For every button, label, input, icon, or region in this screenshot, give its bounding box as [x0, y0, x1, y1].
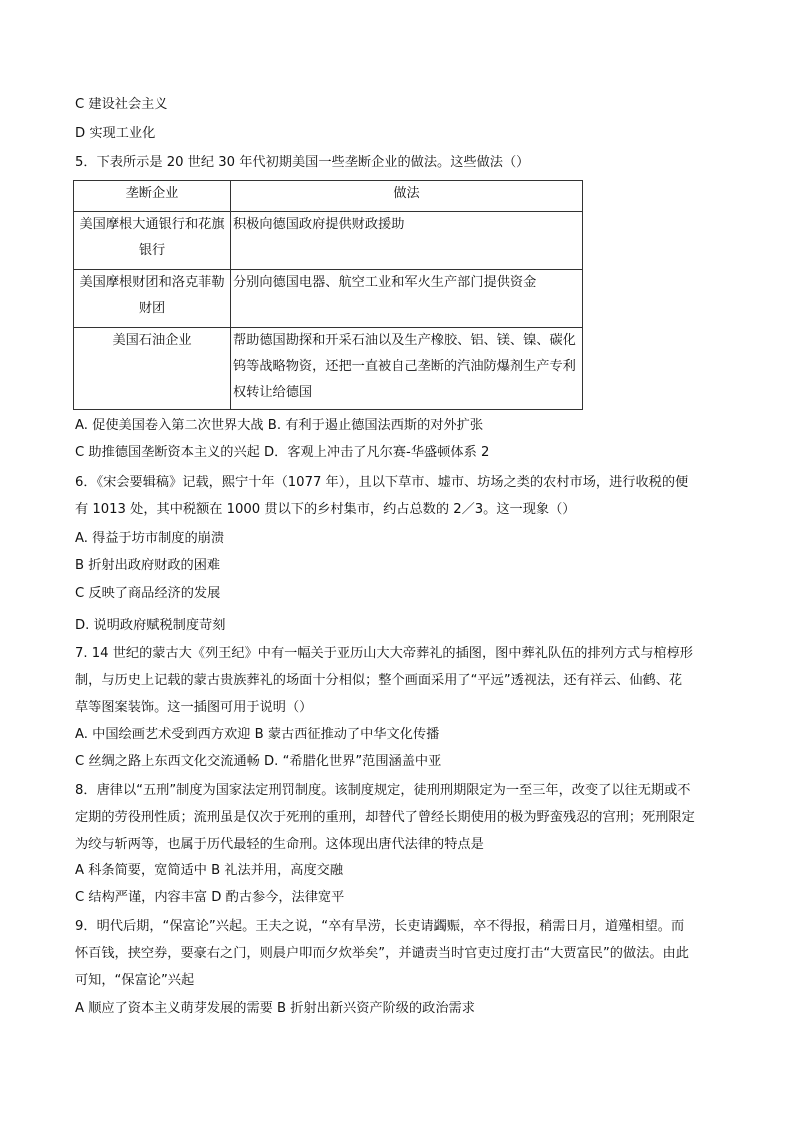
table-cell-company: 美国摩根财团和洛克菲勒财团 — [74, 270, 231, 328]
question-5: 5．下表所示是 20 世纪 30 年代初期美国一些垄断企业的做法。这些做法（） — [75, 155, 530, 170]
question-6: 6．《宋会要辑稿》记载，熙宁十年（1077 年），且以下草市、墟市、坊场之类的农村市场，进行收税的便有 1013 处，其中税额在 1000 贯以下的乡村集市，约占总数的 2／3。这一现象（） — [75, 475, 689, 517]
q5-options-ab: A. 促使美国卷入第二次世界大战 B. 有利于遏止德国法西斯的对外扩张 — [75, 418, 484, 433]
table-cell-action: 帮助德国勘探和开采石油以及生产橡胶、铝、镁、镍、碳化钨等战略物资，还把一直被自己垄断的汽油防爆剂生产专利权转让给德国 — [231, 328, 583, 410]
table-cell-company: 美国摩根大通银行和花旗银行 — [74, 212, 231, 270]
table-header-company: 垄断企业 — [74, 181, 231, 212]
question-7: 7. 14 世纪的蒙古大《列王纪》中有一幅关于亚历山大大帝葬礼的插图，图中葬礼队伍的排列方式与棺椁形制，与历史上记载的蒙古贵族葬礼的场面十分相似；整个画面采用了“平远”透视法，还有祥云、仙鹤、花草等图案装饰。这一插图可用于说明（） — [75, 646, 693, 715]
q6-option-d: D. 说明政府赋税制度苛刻 — [75, 618, 226, 633]
question-9: 9．明代后期，“保富论”兴起。王夫之说，“卒有旱涝，长吏请蠲赈，卒不得报，稍需日月，道殣相望。而怀百钱，挟空券，要豪右之门，则晨户叩而夕炊举矣”，并谴责当时官吏过度打击“大贾富民”的做法。由此可知，“保富论”兴起 — [75, 919, 689, 988]
table-cell-action: 积极向德国政府提供财政援助 — [231, 212, 583, 270]
option-c-q4: C 建设社会主义 — [75, 97, 168, 112]
q6-option-b: B 折射出政府财政的困难 — [75, 558, 221, 573]
question-8: 8．唐律以“五刑”制度为国家法定刑罚制度。该制度规定，徒刑刑期限定为一至三年，改变了以往无期或不定期的劳役刑性质；流刑虽是仅次于死刑的重刑，却替代了曾经长期使用的极为野蛮残忍的宫刑；死刑限定为绞与斩两等，也属于历代最轻的生命刑。这体现出唐代法律的特点是 — [75, 783, 695, 852]
q6-option-a: A. 得益于坊市制度的崩溃 — [75, 531, 225, 546]
table-row — [74, 212, 583, 270]
q5-options-cd: C 助推德国垄断资本主义的兴起 D．客观上冲击了凡尔赛-华盛顿体系 2 — [75, 445, 490, 460]
table-row — [74, 328, 583, 410]
q7-options-ab: A. 中国绘画艺术受到西方欢迎 B 蒙古西征推动了中华文化传播 — [75, 727, 440, 742]
table-header-action: 做法 — [231, 181, 583, 212]
question-5-table — [73, 180, 583, 410]
table-row — [74, 270, 583, 328]
q8-options-cd: C 结构严谨，内容丰富 D 酌古参今，法律宽平 — [75, 890, 345, 905]
option-d-q4: D 实现工业化 — [75, 126, 156, 141]
q6-option-c: C 反映了商品经济的发展 — [75, 586, 221, 601]
table-header-row — [74, 181, 583, 212]
table-cell-company: 美国石油企业 — [74, 328, 231, 410]
table-cell-action: 分别向德国电器、航空工业和军火生产部门提供资金 — [231, 270, 583, 328]
q9-options-ab: A 顺应了资本主义萌芽发展的需要 B 折射出新兴资产阶级的政治需求 — [75, 1001, 475, 1016]
q7-options-cd: C 丝绸之路上东西文化交流通畅 D. “希腊化世界”范围涵盖中亚 — [75, 754, 442, 769]
q8-options-ab: A 科条简要，宽简适中 B 礼法并用，高度交融 — [75, 863, 344, 878]
